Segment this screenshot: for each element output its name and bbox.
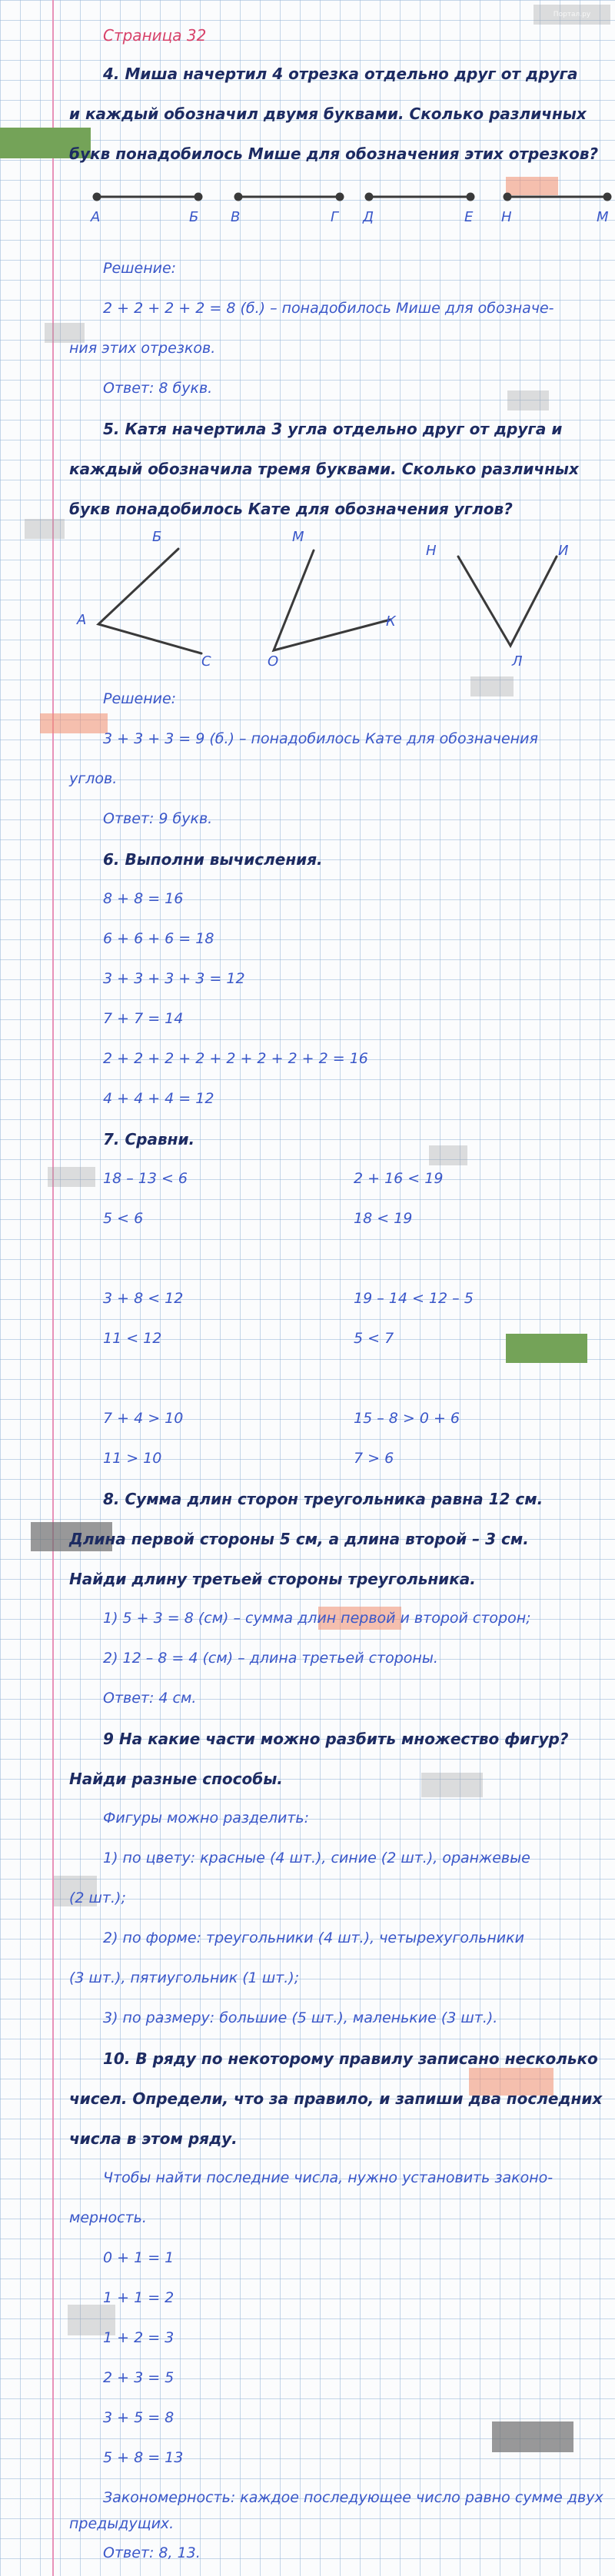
task10-rule-line1: Закономерность: каждое последующее число равно сумме двух [103,2489,603,2506]
task4-line3: букв понадобилось Мише для обозначения этих отрезков? [69,145,599,163]
task9-line1: 9 На какие части можно разбить множество фигур? [103,1730,569,1748]
task4-solution-label: Решение: [103,260,177,277]
segment-point [94,194,100,200]
task8-solution-line2: 2) 12 – 8 = 4 (см) – длина третьей стороны. [103,1650,438,1667]
task7-title: 7. Сравни. [103,1130,195,1148]
task5-line2: каждый обозначила тремя буквами. Сколько различных [69,460,579,478]
task5-solution-label: Решение: [103,690,177,707]
task7-left-item: 11 < 12 [103,1330,162,1347]
task9-answer-line: (2 шт.); [69,1890,126,1906]
task6-line: 2 + 2 + 2 + 2 + 2 + 2 + 2 + 2 = 16 [103,1050,368,1067]
task8-line1: 8. Сумма длин сторон треугольника равна 12 см. [103,1490,544,1508]
task8-line2: Длина первой стороны 5 см, а длина второй – 3 см. [69,1530,529,1548]
task5-line1: 5. Катя начертила 3 угла отдельно друг от друга и [103,420,563,438]
task10-line: 1 + 1 = 2 [103,2289,175,2306]
task5-line3: букв понадобилось Кате для обозначения углов? [69,500,513,518]
point-label: Г [331,209,339,225]
task7-left-item: 11 > 10 [103,1450,162,1467]
task4-line2: и каждый обозначил двумя буквами. Сколько различных [69,105,587,123]
task7-right-item: 15 – 8 > 0 + 6 [354,1410,460,1427]
task10-line: 5 + 8 = 13 [103,2449,184,2466]
task6-line: 6 + 6 + 6 = 18 [103,930,214,947]
point-label: О [268,653,279,670]
task7-right-item: 2 + 16 < 19 [354,1170,444,1187]
task4-answer: Ответ: 8 букв. [103,380,213,397]
task7-left-item: 3 + 8 < 12 [103,1290,184,1307]
watermark-badge: Портал.ру [534,5,610,25]
task7-right-item: 19 – 14 < 12 – 5 [354,1290,474,1307]
task6-line: 3 + 3 + 3 + 3 = 12 [103,970,245,987]
task10-answer: Ответ: 8, 13. [103,2544,201,2561]
task10-line: 0 + 1 = 1 [103,2249,175,2266]
point-label: Н [501,209,512,225]
segment-point [195,194,201,200]
task10-intro-line1: Чтобы найти последние числа, нужно установить законо- [103,2169,554,2186]
point-label: Б [189,209,199,225]
task9-answer-line: 1) по цвету: красные (4 шт.), синие (2 шт.), оранжевые [103,1850,530,1866]
task5-solution-line2: углов. [69,770,118,787]
point-label: К [386,613,396,630]
task10-intro-line2: мерность. [69,2209,147,2226]
point-label: Л [512,653,523,670]
task6-line: 8 + 8 = 16 [103,890,184,907]
task5-solution-line1: 3 + 3 + 3 = 9 (б.) – понадобилось Кате для обозначения [103,730,538,747]
task9-answer-line: 2) по форме: треугольники (4 шт.), четырехугольники [103,1930,524,1946]
task7-right-item: 18 < 19 [354,1210,413,1227]
segment-point [366,194,372,200]
task10-line3: числа в этом ряду. [69,2129,238,2148]
task4-line1: 4. Миша начертил 4 отрезка отдельно друг от друга [103,65,578,83]
task5-answer: Ответ: 9 букв. [103,810,213,827]
task4-solution-line2: ния этих отрезков. [69,340,216,357]
segment-point [235,194,241,200]
task8-answer: Ответ: 4 см. [103,1690,197,1707]
segment-point [504,194,510,200]
point-label: В [231,209,241,225]
angle-bas [98,549,201,653]
task10-line2: чисел. Определи, что за правило, и запиши два последних [69,2089,603,2108]
task8-line3: Найди длину третьей стороны треугольника. [69,1570,476,1588]
task10-line: 2 + 3 = 5 [103,2369,175,2386]
point-label: С [201,653,211,670]
task9-line2: Найди разные способы. [69,1770,283,1788]
task6-title: 6. Выполни вычисления. [103,850,323,869]
task8-solution-line1: 1) 5 + 3 = 8 (см) – сумма длин первой и второй сторон; [103,1610,531,1627]
point-label: А [91,209,101,225]
segment-point [604,194,610,200]
task7-left-item: 18 – 13 < 6 [103,1170,188,1187]
point-label: Н [426,543,437,559]
point-label: М [292,529,304,545]
task9-answer-line: (3 шт.), пятиугольник (1 шт.); [69,1969,300,1986]
segment-point [337,194,343,200]
angle-mok [274,550,391,650]
task9-intro: Фигуры можно разделить: [103,1810,309,1826]
task6-line: 4 + 4 + 4 = 12 [103,1090,214,1107]
task10-line: 3 + 5 = 8 [103,2409,175,2426]
task9-answer-line: 3) по размеру: большие (5 шт.), маленькие (3 шт.). [103,2009,498,2026]
task6-line: 7 + 7 = 14 [103,1010,184,1027]
task7-right-item: 7 > 6 [354,1450,394,1467]
point-label: М [597,209,609,225]
task7-left-item: 5 < 6 [103,1210,144,1227]
task4-solution-line1: 2 + 2 + 2 + 2 = 8 (б.) – понадобилось Мише для обозначе- [103,300,554,317]
point-label: И [558,543,569,559]
task7-right-item: 5 < 7 [354,1330,394,1347]
task7-left-item: 7 + 4 > 10 [103,1410,184,1427]
task10-line: 1 + 2 = 3 [103,2329,175,2346]
point-label: Д [363,209,374,225]
task10-line1: 10. В ряду по некоторому правилу записано несколько [103,2049,598,2068]
angle-nli [458,557,557,646]
task10-rule-line2: предыдущих. [69,2515,175,2532]
point-label: Е [464,209,474,225]
segment-point [467,194,474,200]
page-title: Страница 32 [103,26,207,45]
point-label: Б [152,529,162,545]
point-label: А [77,612,87,628]
